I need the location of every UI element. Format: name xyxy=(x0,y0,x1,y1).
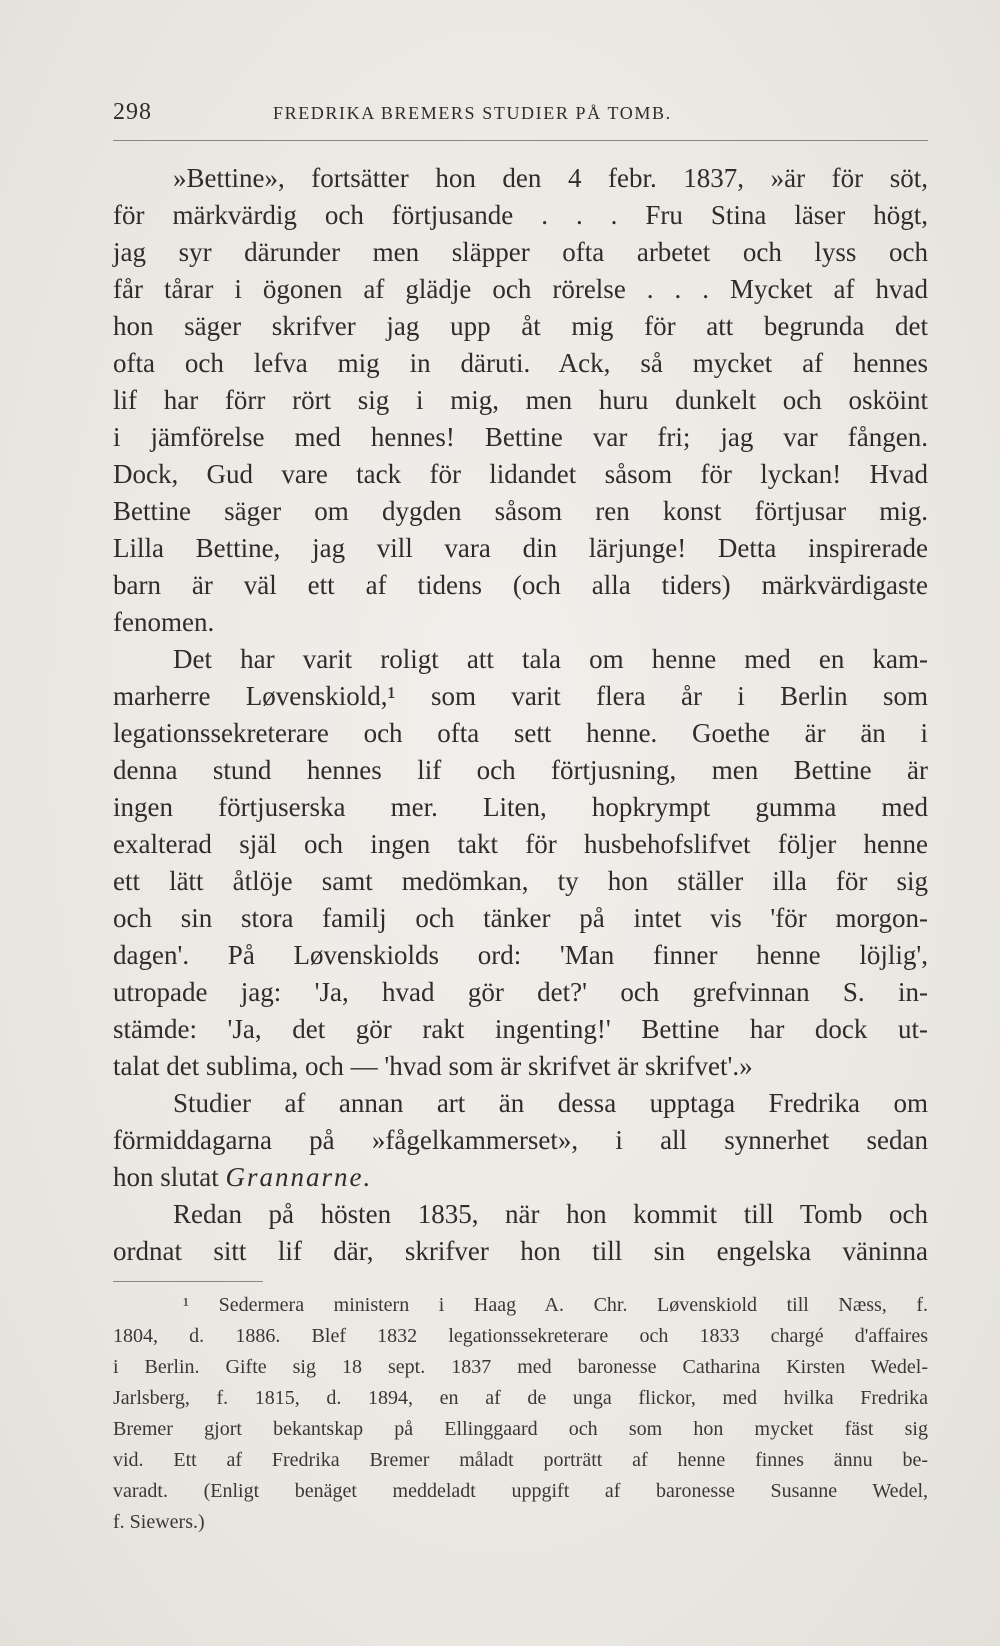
footnote-line: varadt. (Enligt benäget meddeladt uppgift af baronesse Susanne Wedel, xyxy=(113,1480,928,1502)
text-line: marherre Løvenskiold,¹ som varit flera år i Berlin som xyxy=(113,681,928,711)
text-line: fenomen. xyxy=(113,607,215,637)
text-line: ordnat sitt lif där, skrifver hon till sin engelska väninna xyxy=(113,1236,928,1266)
text-line: jag syr därunder men släpper ofta arbetet och lyss och xyxy=(113,237,928,267)
text-line: hon slutat xyxy=(113,1162,219,1192)
text-line: talat det sublima, och — 'hvad som är skrifvet är skrifvet'.» xyxy=(113,1051,753,1081)
footnote-rule xyxy=(113,1281,263,1282)
text-line: ett lätt åtlöje samt medömkan, ty hon ställer illa för sig xyxy=(113,866,928,896)
footnote-line: Bremer gjort bekantskap på Ellinggaard och som hon mycket fäst sig xyxy=(113,1418,928,1440)
text-line: dagen'. På Løvenskiolds ord: 'Man finner henne löjlig', xyxy=(113,940,928,970)
text-line: exalterad själ och ingen takt för husbehofslifvet följer henne xyxy=(113,829,928,859)
book-title: Grannarne. xyxy=(225,1162,373,1192)
page-number: 298 xyxy=(113,99,152,125)
text-line: Studier af annan art än dessa upptaga Fredrika om xyxy=(173,1088,928,1118)
running-title: FREDRIKA BREMERS STUDIER PÅ TOMB. xyxy=(273,103,672,123)
body-text xyxy=(113,160,928,1270)
text-line: Det har varit roligt att tala om henne med en kam- xyxy=(173,644,928,674)
text-line: legationssekreterare och ofta sett henne. Goethe är än i xyxy=(113,718,928,748)
text-line: stämde: 'Ja, det gör rakt ingenting!' Bettine har dock ut- xyxy=(113,1014,928,1044)
header-rule xyxy=(113,140,928,141)
footnotes xyxy=(113,1290,928,1538)
text-line: Bettine säger om dygden såsom ren konst förtjusar mig. xyxy=(113,496,928,526)
footnote-line: Jarlsberg, f. 1815, d. 1894, en af de unga flickor, med hvilka Fredrika xyxy=(113,1387,928,1409)
footnote-line: i Berlin. Gifte sig 18 sept. 1837 med baronesse Catharina Kirsten Wedel- xyxy=(113,1356,928,1378)
text-line: och sin stora familj och tänker på intet vis 'för morgon- xyxy=(113,903,928,933)
text-line: barn är väl ett af tidens (och alla tiders) märkvärdigaste xyxy=(113,570,928,600)
text-line: hon säger skrifver jag upp åt mig för att begrunda det xyxy=(113,311,928,341)
text-line: förmiddagarna på »fågelkammerset», i all synnerhet sedan xyxy=(113,1125,928,1155)
text-line: ofta och lefva mig in däruti. Ack, så mycket af hennes xyxy=(113,348,928,378)
footnote-line: ¹ Sedermera ministern i Haag A. Chr. Løvenskiold till Næss, f. xyxy=(183,1294,928,1316)
text-line: ingen förtjuserska mer. Liten, hopkrympt gumma med xyxy=(113,792,928,822)
text-line: »Bettine», fortsätter hon den 4 febr. 1837, »är för söt, xyxy=(173,163,928,193)
footnote-line: 1804, d. 1886. Blef 1832 legationssekreterare och 1833 chargé d'affaires xyxy=(113,1325,928,1347)
text-line: får tårar i ögonen af glädje och rörelse . . . Mycket af hvad xyxy=(113,274,928,304)
page-header xyxy=(113,97,928,131)
footnote-line: f. Siewers.) xyxy=(113,1511,205,1533)
text-line: utropade jag: 'Ja, hvad gör det?' och grefvinnan S. in- xyxy=(113,977,928,1007)
text-line: Dock, Gud vare tack för lidandet såsom för lyckan! Hvad xyxy=(113,459,928,489)
text-line: lif har förr rört sig i mig, men huru dunkelt och osköint xyxy=(113,385,928,415)
text-line: denna stund hennes lif och förtjusning, men Bettine är xyxy=(113,755,928,785)
text-line: för märkvärdig och förtjusande . . . Fru Stina läser högt, xyxy=(113,200,928,230)
text-line: i jämförelse med hennes! Bettine var fri; jag var fången. xyxy=(113,422,928,452)
text-line: Redan på hösten 1835, när hon kommit till Tomb och xyxy=(173,1199,928,1229)
text-line-with-title xyxy=(113,1159,928,1196)
footnote-line: vid. Ett af Fredrika Bremer måladt porträtt af henne finnes ännu be- xyxy=(113,1449,928,1471)
text-line: Lilla Bettine, jag vill vara din lärjunge! Detta inspirerade xyxy=(113,533,928,563)
